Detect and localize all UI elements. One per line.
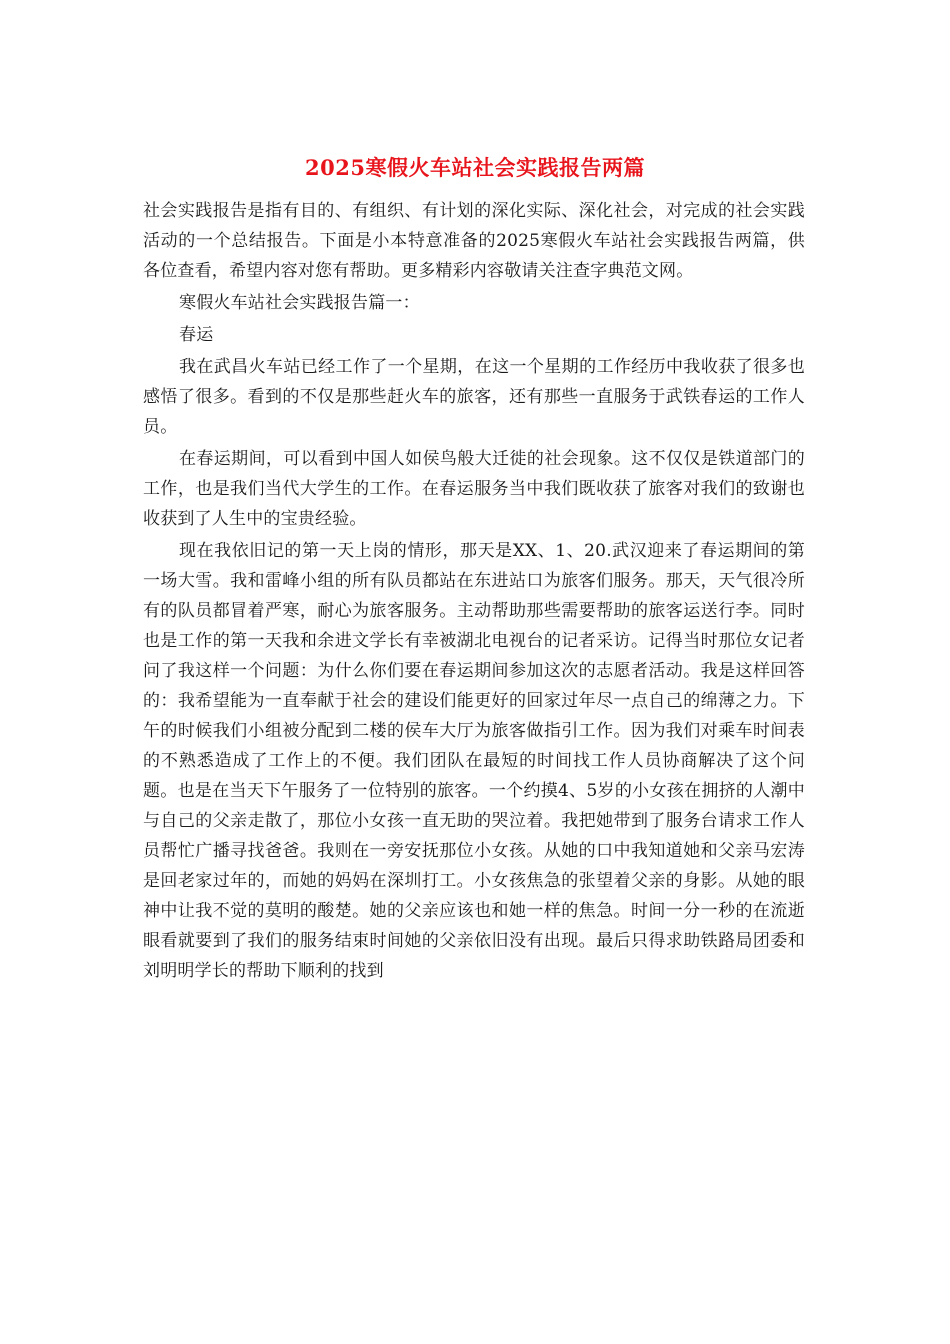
body-paragraph: 在春运期间，可以看到中国人如侯鸟般大迁徙的社会现象。这不仅仅是铁道部门的工作，也是我们当代大学生的工作。在春运服务当中我们既收获了旅客对我们的致谢也收获到了人生中的宝贵经验。 <box>143 449 805 529</box>
document-title: 2025寒假火车站社会实践报告两篇 <box>305 155 645 180</box>
subheading: 春运 <box>179 325 214 345</box>
body-paragraph: 现在我依旧记的第一天上岗的情形，那天是XX、1、20.武汉迎来了春运期间的第一场大雪。我和雷峰小组的所有队员都站在东进站口为旅客们服务。那天，天气很冷所有的队员都冒着严寒，耐心为旅客服务。主动帮助那些需要帮助的旅客运送行李。同时也是工作的第一天我和余进文学长有幸被湖北电视台的记者采访。记得当时那位女记者问了我这样一个问题：为什么你们要在春运期间参加这次的志愿者活动。我是这样回答的：我希望能为一直奉献于社会的建设们能更好的回家过年尽一点自己的绵薄之力。下午的时候我们小组被分配到二楼的侯车大厅为旅客做指引工作。因为我们对乘车时间表的不熟悉造成了工作上的不便。我们团队在最短的时间找工作人员协商解决了这个问题。也是在当天下午服务了一位特别的旅客。一个约摸4、5岁的小女孩在拥挤的人潮中与自己的父亲走散了，那位小女孩一直无助的哭泣着。我把她带到了服务台请求工作人员帮忙广播寻找爸爸。我则在一旁安抚那位小女孩。从她的口中我知道她和父亲马宏涛是回老家过年的，而她的妈妈在深圳打工。小女孩焦急的张望着父亲的身影。从她的眼神中让我不觉的莫明的酸楚。她的父亲应该也和她一样的焦急。时间一分一秒的在流逝眼看就要到了我们的服务结束时间她的父亲依旧没有出现。最后只得求助铁路局团委和刘明明学长的帮助下顺利的找到 <box>143 541 805 981</box>
intro-paragraph: 社会实践报告是指有目的、有组织、有计划的深化实际、深化社会，对完成的社会实践活动的一个总结报告。下面是小本特意准备的2025寒假火车站社会实践报告两篇，供各位查看，希望内容对您有帮助。更多精彩内容敬请关注查字典范文网。 <box>143 201 805 281</box>
body-paragraph: 我在武昌火车站已经工作了一个星期，在这一个星期的工作经历中我收获了很多也感悟了很多。看到的不仅是那些赶火车的旅客，还有那些一直服务于武铁春运的工作人员。 <box>143 357 805 437</box>
document-body <box>143 196 805 988</box>
section-heading: 寒假火车站社会实践报告篇一： <box>179 293 420 313</box>
